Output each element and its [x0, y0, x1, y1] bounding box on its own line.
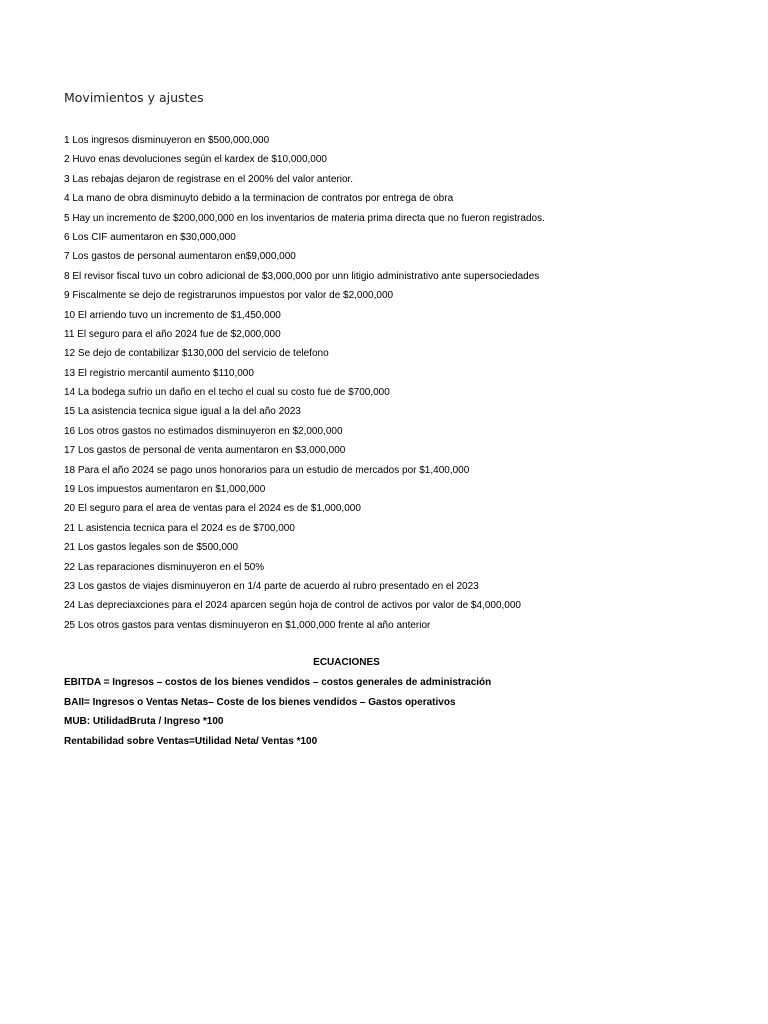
list-item: 5 Hay un incremento de $200,000,000 en los inventarios de materia prima directa que no fueron registrados.: [64, 212, 545, 224]
list-item: 19 Los impuestos aumentaron en $1,000,000: [64, 484, 266, 496]
equations-heading: ECUACIONES: [313, 657, 380, 668]
adjustments-list: [64, 133, 545, 637]
list-item: 12 Se dejo de contabilizar $130,000 del servicio de telefono: [64, 348, 329, 360]
list-item: 16 Los otros gastos no estimados disminuyeron en $2,000,000: [64, 425, 343, 437]
list-item: 2 Huvo enas devoluciones según el kardex de $10,000,000: [64, 154, 327, 166]
list-item: 11 El seguro para el año 2024 fue de $2,000,000: [64, 328, 281, 340]
equations-list: [64, 675, 491, 753]
list-item: 7 Los gastos de personal aumentaron en$9,000,000: [64, 251, 296, 263]
list-item: 4 La mano de obra disminuyto debido a la terminacion de contratos por entrega de obra: [64, 193, 454, 205]
list-item: 20 El seguro para el area de ventas para el 2024 es de $1,000,000: [64, 503, 361, 515]
list-item: 1 Los ingresos disminuyeron en $500,000,000: [64, 135, 270, 146]
list-item: 10 El arriendo tuvo un incremento de $1,450,000: [64, 309, 281, 321]
list-item: 14 La bodega sufrio un daño en el techo el cual su costo fue de $700,000: [64, 387, 390, 399]
equation-line: EBITDA = Ingresos – costos de los bienes vendidos – costos generales de administración: [64, 677, 492, 688]
document-title: Movimientos y ajustes: [64, 90, 204, 105]
list-item: 15 La asistencia tecnica sigue igual a la del año 2023: [64, 406, 301, 418]
list-item: 21 Los gastos legales son de $500,000: [64, 542, 239, 554]
list-item: 22 Las reparaciones disminuyeron en el 50%: [64, 561, 265, 573]
list-item: 6 Los CIF aumentaron en $30,000,000: [64, 231, 236, 243]
list-item: 13 El registrio mercantil aumento $110,000: [64, 367, 254, 379]
list-item: 24 Las depreciaxciones para el 2024 aparcen según hoja de control de activos por valor de $4,000,000: [64, 600, 521, 612]
list-item: 18 Para el año 2024 se pago unos honorarios para un estudio de mercados por $1,400,000: [64, 464, 470, 476]
equation-line: BAII= Ingresos o Ventas Netas– Coste de los bienes vendidos – Gastos operativos: [64, 696, 456, 708]
list-item: 25 Los otros gastos para ventas disminuyeron en $1,000,000 frente al año anterior: [64, 619, 431, 631]
equation-line: MUB: UtilidadBruta / Ingreso *100: [64, 716, 224, 728]
list-item: 9 Fiscalmente se dejo de registrarunos impuestos por valor de $2,000,000: [64, 290, 394, 302]
equation-line: Rentabilidad sobre Ventas=Utilidad Neta/ Ventas *100: [64, 735, 318, 747]
list-item: 8 El revisor fiscal tuvo un cobro adicional de $3,000,000 por unn litigio administrativo ante supersociedades: [64, 270, 540, 282]
list-item: 17 Los gastos de personal de venta aumentaron en $3,000,000: [64, 445, 346, 457]
list-item: 3 Las rebajas dejaron de registrase en el 200% del valor anterior.: [64, 173, 354, 185]
list-item: 23 Los gastos de viajes disminuyeron en 1/4 parte de acuerdo al rubro presentado en el 2023: [64, 580, 479, 592]
list-item: 21 L asistencia tecnica para el 2024 es de $700,000: [64, 522, 295, 534]
